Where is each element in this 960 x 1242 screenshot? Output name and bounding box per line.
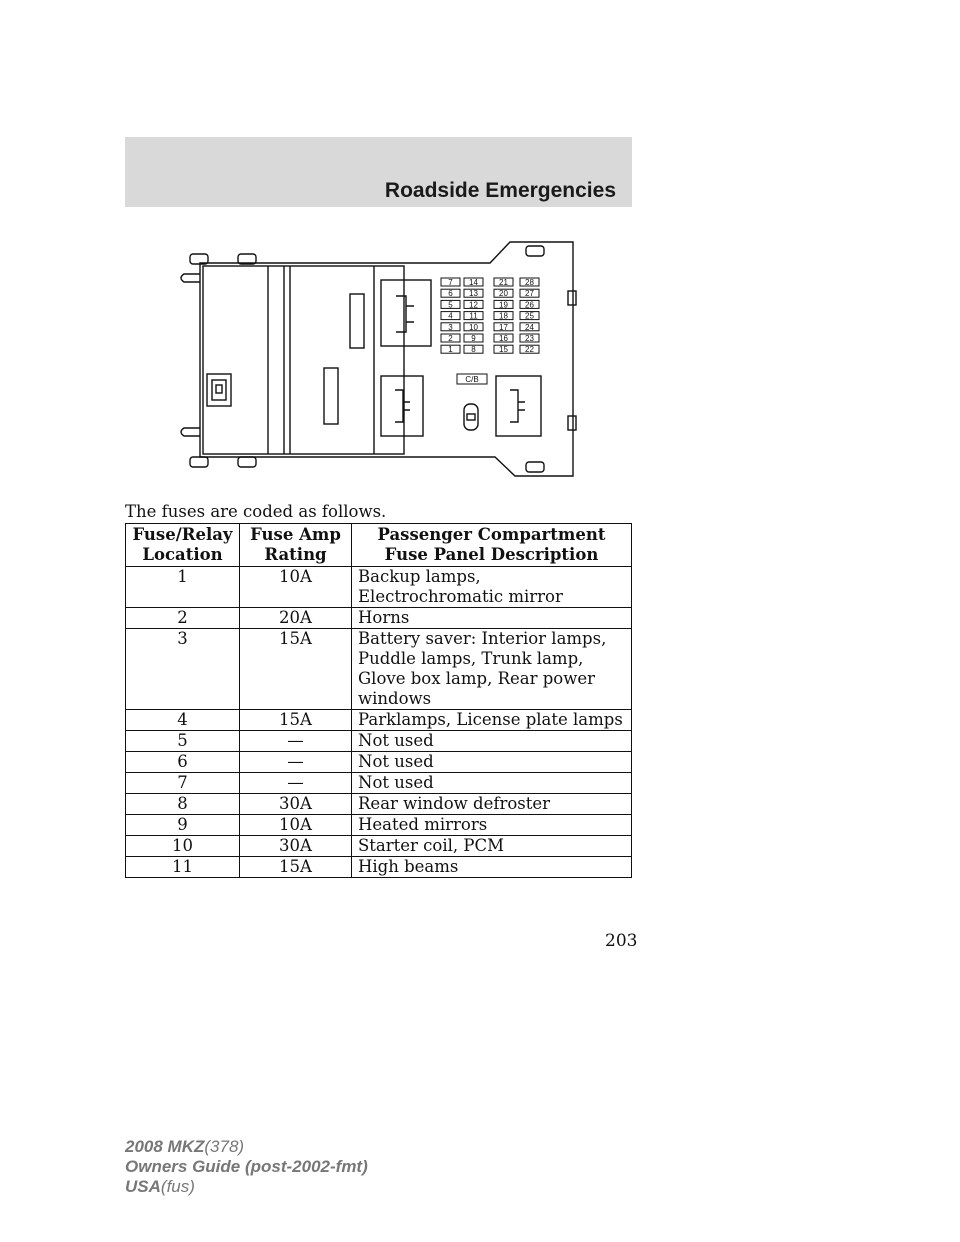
fuse-slot [520,323,539,332]
fuse-number: 14 [469,278,478,287]
fuse-number: 12 [469,300,478,310]
cell-location: 9 [126,815,240,836]
fuse-slot [494,300,513,309]
fuse-number: 1 [448,345,453,355]
fuse-number: 9 [471,334,476,343]
cell-location: 5 [126,731,240,752]
cell-location: 8 [126,794,240,815]
fuse-slot [441,289,460,298]
header-location: Fuse/Relay Location [126,524,240,567]
cell-rating: 10A [240,815,352,836]
footer-model-code: (378) [204,1137,245,1156]
circuit-breaker-label: C/B [465,375,479,384]
fuse-slot [520,300,539,309]
cell-location: 7 [126,773,240,794]
fuse-number: 2 [448,334,453,343]
cell-location: 3 [126,629,240,710]
footer-line-1 [125,1137,368,1157]
cell-location: 10 [126,836,240,857]
fuse-number: 16 [499,334,508,343]
cell-description: Rear window defroster [352,794,632,815]
table-row [126,857,632,878]
fuse-slot [520,334,539,343]
cell-location: 1 [126,567,240,608]
fuse-slot [441,345,460,354]
fuse-table [125,523,632,878]
fuse-slot [441,334,460,343]
fuse-slot [464,323,483,332]
fuse-number: 21 [499,278,508,287]
intro-text: The fuses are coded as follows. [125,502,387,521]
fuse-grid [170,236,580,482]
cell-rating: 20A [240,608,352,629]
fuse-number: 11 [469,311,478,321]
cell-description: Backup lamps, Electrochromatic mirror [352,567,632,608]
fuse-slot [464,278,483,287]
cell-location: 6 [126,752,240,773]
cell-rating: — [240,731,352,752]
table-row [126,836,632,857]
table-row [126,794,632,815]
fuse-slot [441,323,460,332]
fuse-number: 27 [525,289,534,299]
footer-market-code: (fus) [160,1177,195,1196]
section-title: Roadside Emergencies [384,179,616,202]
cell-rating: 15A [240,629,352,710]
fuse-number: 28 [525,278,534,287]
cell-description: Not used [352,773,632,794]
fuse-number: 20 [499,289,508,299]
fuse-number: 4 [448,311,453,321]
fuse-number: 15 [499,345,508,355]
fuse-slot [464,345,483,354]
table-row [126,629,632,710]
cell-rating: — [240,773,352,794]
cell-description: High beams [352,857,632,878]
table-row [126,815,632,836]
cell-description: Parklamps, License plate lamps [352,710,632,731]
table-row [126,608,632,629]
fuse-number: 10 [469,322,478,332]
fuse-slot [494,345,513,354]
cell-description: Starter coil, PCM [352,836,632,857]
fuse-slot [520,312,539,321]
header-description: Passenger Compartment Fuse Panel Description [352,524,632,567]
fuse-number: 26 [525,300,534,310]
cell-location: 4 [126,710,240,731]
footer-line-2 [125,1157,368,1177]
footer-model: 2008 MKZ [125,1137,205,1156]
fuse-number: 8 [471,345,476,355]
cell-description: Heated mirrors [352,815,632,836]
cell-rating: 30A [240,794,352,815]
cell-description: Not used [352,752,632,773]
fuse-slot [494,278,513,287]
fuse-slot [464,300,483,309]
header-rating: Fuse Amp Rating [240,524,352,567]
fuse-panel-diagram [170,236,580,482]
table-row [126,710,632,731]
table-row [126,752,632,773]
fuse-number: 24 [525,322,534,332]
fuse-number: 13 [469,289,478,299]
table-row [126,731,632,752]
fuse-number: 25 [525,311,534,321]
table-row [126,567,632,608]
fuse-slot [464,289,483,298]
footer-line-3 [125,1177,368,1197]
fuse-number: 22 [525,345,534,355]
cell-location: 2 [126,608,240,629]
fuse-slot [494,323,513,332]
table-row [126,773,632,794]
cell-rating: 15A [240,710,352,731]
fuse-slot [441,278,460,287]
cell-rating: 10A [240,567,352,608]
cell-rating: 15A [240,857,352,878]
fuse-number: 6 [448,289,453,299]
fuse-slot [494,312,513,321]
cell-location: 11 [126,857,240,878]
fuse-number: 19 [499,300,508,310]
fuse-slot [464,334,483,343]
cell-rating: 30A [240,836,352,857]
fuse-number: 18 [499,311,508,321]
fuse-slot [494,334,513,343]
fuse-number: 7 [448,278,453,287]
fuse-slot [441,312,460,321]
fuse-number: 3 [448,322,453,332]
fuse-slot [494,289,513,298]
fuse-number: 17 [499,322,508,332]
fuse-slot [520,345,539,354]
table-header-row [126,524,632,567]
fuse-slot [441,300,460,309]
footer-market: USA [125,1177,161,1196]
fuse-number: 5 [448,300,453,310]
cell-description: Not used [352,731,632,752]
fuse-slot [464,312,483,321]
fuse-slot [520,289,539,298]
cell-description: Battery saver: Interior lamps, Puddle lamps, Trunk lamp, Glove box lamp, Rear power windows [352,629,632,710]
footer-guide: Owners Guide (post-2002-fmt) [125,1157,368,1176]
cell-rating: — [240,752,352,773]
document-footer [125,1137,368,1197]
fuse-number: 23 [525,334,534,343]
fuse-slot [520,278,539,287]
cell-description: Horns [352,608,632,629]
page-number: 203 [605,931,638,951]
section-header [125,137,632,207]
